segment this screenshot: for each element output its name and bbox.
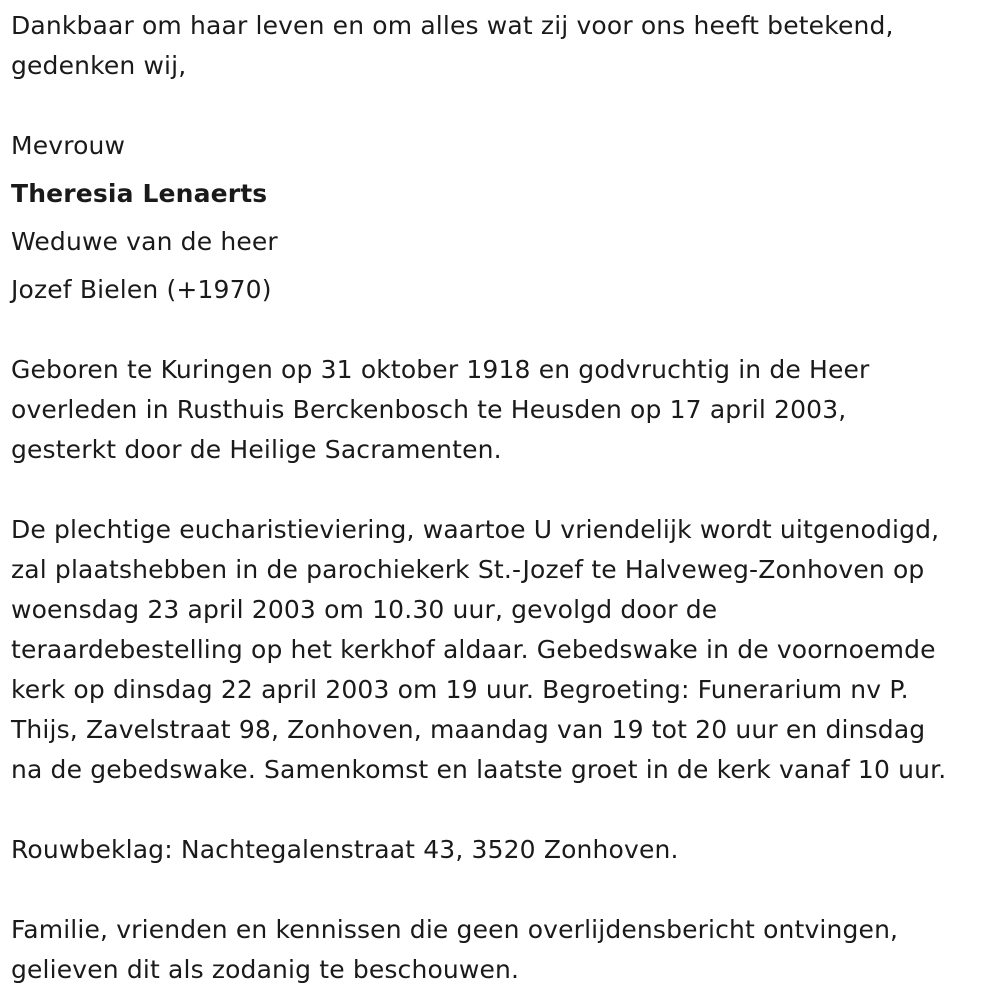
closing-line-1: Familie, vrienden en kennissen die geen overlijdensbericht ontvingen, — [11, 915, 899, 944]
ceremony-line-4: teraardebestelling op het kerkhof aldaar. Gebedswake in de voornoemde — [11, 635, 936, 664]
birth-death-line-3: gesterkt door de Heilige Sacramenten. — [11, 435, 502, 464]
condolence-address: Rouwbeklag: Nachtegalenstraat 43, 3520 Zonhoven. — [11, 835, 679, 864]
ceremony-line-5: kerk op dinsdag 22 april 2003 om 19 uur. Begroeting: Funerarium nv P. — [11, 675, 909, 704]
ceremony-line-2: zal plaatshebben in de parochiekerk St.-Jozef te Halveweg-Zonhoven op — [11, 555, 925, 584]
birth-death-line-1: Geboren te Kuringen op 31 oktober 1918 en godvruchtig in de Heer — [11, 355, 870, 384]
closing-line-2: gelieven dit als zodanig te beschouwen. — [11, 955, 520, 984]
intro-line-1: Dankbaar om haar leven en om alles wat zij voor ons heeft betekend, — [11, 11, 894, 40]
birth-death-line-2: overleden in Rusthuis Berckenbosch te Heusden op 17 april 2003, — [11, 395, 847, 424]
ceremony-line-1: De plechtige eucharistieviering, waartoe U vriendelijk wordt uitgenodigd, — [11, 515, 940, 544]
person-spouse: Jozef Bielen (+1970) — [11, 275, 272, 304]
intro-line-2: gedenken wij, — [11, 51, 187, 80]
person-name: Theresia Lenaerts — [11, 179, 268, 208]
person-relation: Weduwe van de heer — [11, 227, 278, 256]
ceremony-line-6: Thijs, Zavelstraat 98, Zonhoven, maandag van 19 tot 20 uur en dinsdag — [11, 715, 926, 744]
ceremony-line-7: na de gebedswake. Samenkomst en laatste groet in de kerk vanaf 10 uur. — [11, 755, 947, 784]
ceremony-line-3: woensdag 23 april 2003 om 10.30 uur, gevolgd door de — [11, 595, 718, 624]
person-title: Mevrouw — [11, 131, 126, 160]
